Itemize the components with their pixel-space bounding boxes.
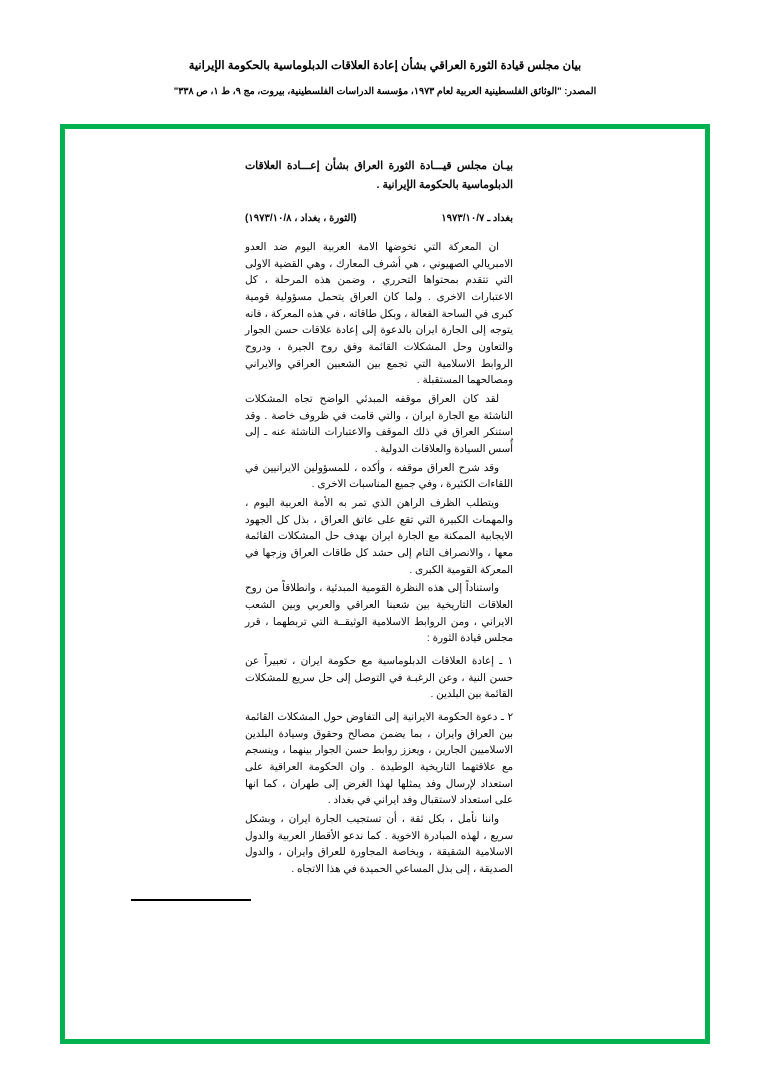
source-citation: المصدر: "الوثائق الفلسطينية العربية لعام ١٩٧٣، مؤسسة الدراسات الفلسطينية، بيروت، مج ٩، ط ١، ص ٣٣٨" xyxy=(173,86,597,98)
horizontal-rule xyxy=(131,899,251,901)
page-title: بيان مجلس قيادة الثورة العراقي بشأن إعادة العلاقات الدبلوماسية بالحكومة الإيرانية xyxy=(188,60,582,72)
paragraph: ان المعركة التي تخوضها الامة العربية اليوم ضد العدو الامبريالي الصهيوني ، هي أشرف المعارك ، وهي القضية الاولى التي تتقدم بمحتواها التحرري ، وضمن هذه المرحلة ، كل الاعتبارات الاخرى . ولما كان العراق يتحمل مسؤولية قومية كبرى في الساحة الفعالة ، وبكل طاقاته ، في هذه المعركة ، فانه يتوجه إلى الجارة ايران بالدعوة إلى إعادة علاقات حسن الجوار والتعاون وحل المشكلات القائمة وفق روح الجيرة ، ودروح الروابط الاسلامية التي تجمع بين الشعبين العراقي والايراني ومصالحهما المستقبلة . xyxy=(245,241,513,387)
dateline-place-date: بغداد ـ ١٩٧٣/١٠/٧ xyxy=(441,212,513,224)
scanned-document-body xyxy=(65,157,705,1039)
document-text-column xyxy=(245,157,513,901)
dateline-publication: (الثورة ، بغداد ، ١٩٧٣/١٠/٨) xyxy=(245,212,357,224)
paragraph: واستناداً إلى هذه النظرة القومية المبدئية ، وانطلاقاً من روح العلاقات التاريخية بين شعبنا العراقي والعربي وبين الشعب الايراني ، ومن الروابط الاسلامية الوثيقــة التي تربطهما ، قرر مجلس قيادة الثورة : xyxy=(245,583,513,645)
scanned-document-frame xyxy=(60,124,710,1044)
numbered-item: ٢ ـ دعوة الحكومة الايرانية إلى التفاوض حول المشكلات القائمة بين العراق وايران ، بما يضمن مصالح وحقوق وسيادة البلدين الاسلاميين الجارين ، ويعزز روابط حسن الجوار بينهما ، وينسجم مع علاقتهما التاريخية الوطيدة . وان الحكومة العراقية على استعداد لإرسال وفد يمثلها لهذا الغرض إلى طهران ، كما انها على استعداد لاستقبال وفد ايراني في بغداد . xyxy=(245,712,513,807)
numbered-item: ١ ـ إعادة العلاقات الدبلوماسية مع حكومة ايران ، تعبيراً عن حسن النية ، وعن الرغبـة في التوصل إلى حل سريع للمشكلات القائمة بين البلدين . xyxy=(245,656,513,701)
dateline xyxy=(245,211,513,227)
paragraph: وقد شرح العراق موقفه ، وأكده ، للمسؤولين الايرانيين في اللقاءات الكثيرة ، وفي جميع المناسبات الاخرى . xyxy=(245,462,513,491)
paragraph: لقد كان العراق موقفه المبدئي الواضح تجاه المشكلات الناشئة مع الجارة ايران ، والتي قامت في ظروف خاصة . وقد استنكر العراق في ذلك الموقف والاعتبارات الناشئة عنه ـ إلى أُسس السيادة والعلاقات الدولية . xyxy=(245,394,513,456)
document-header xyxy=(0,58,770,98)
closing-paragraph: واننا نأمل ، بكل ثقة ، أن تستجيب الجارة ايران ، وبشكل سريع ، لهذه المبادرة الاخوية . كما ندعو الأقطار العربية والدول الاسلامية الشقيقة ، وبخاصة المجاورة للعراق وايران ، والدول الصديقة ، إلى بذل المساعي الحميدة في هذا الاتجاه . xyxy=(245,814,513,876)
paragraph: ويتطلب الظرف الراهن الذي تمر به الأمة العربية اليوم ، والمهمات الكبيرة التي تقع على عاتق العراق ، بذل كل الجهود الايجابية الممكنة مع الجارة ايران بهدف حل المشكلات القائمة معها ، والانصراف التام إلى حشد كل طاقات العراق وزجها في المعركة القومية الكبرى . xyxy=(245,498,513,576)
document-heading: بيـان مجلس قيـــادة الثورة العراق بشأن إعـــادة العلاقات الدبلوماسية بالحكومة الإيرانية . xyxy=(245,160,513,191)
